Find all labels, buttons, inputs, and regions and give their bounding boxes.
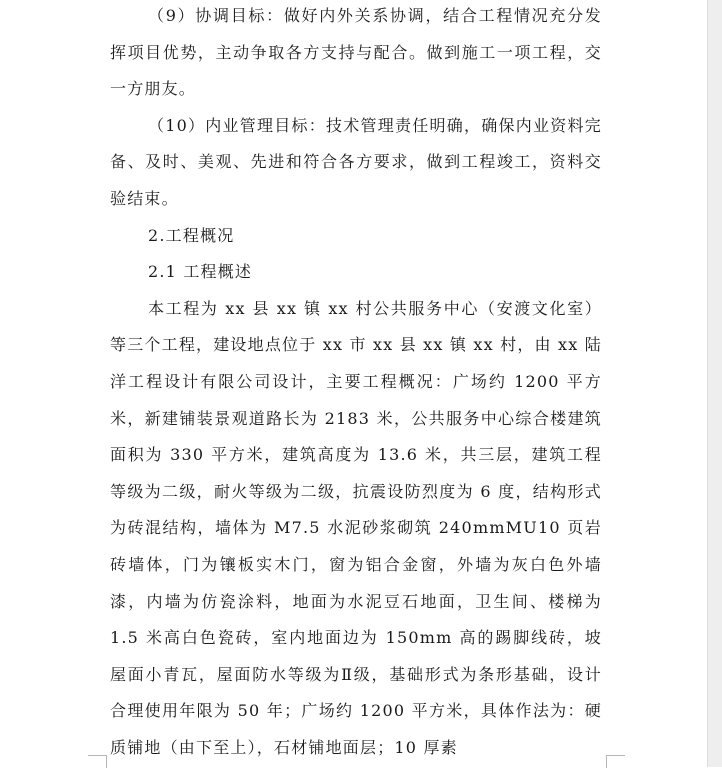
paragraph-internal-management-goal: （10）内业管理目标：技术管理责任明确，确保内业资料完备、及时、美观、先进和符合各方要求，做到工程竣工，资料交验结束。 (110, 115, 602, 208)
margin-corner-mark-right (606, 755, 625, 768)
paragraph-project-summary: 本工程为 xx 县 xx 镇 xx 村公共服务中心（安渡文化室）等三个工程，建设地点位于 xx 市 xx 县 xx 镇 xx 村，由 xx 陆洋工程设计有限公司设计，主要工程概况：广场约 1200 平方米，新建铺装景观道路长为 2183 米，公共服务中心综合楼建筑面积为 330 平方米，建筑高度为 13.6 米，共三层，建筑工程等级为二级，耐火等级为二级，抗震设防烈度为 6 度，结构形式为砖混结构，墙体为 M7.5 水泥砂浆砌筑 240mmMU10 页岩砖墙体，门为镶板实木门，窗为铝合金窗，外墙为灰白色外墙漆，内墙为仿瓷涂料，地面为水泥豆石地面，卫生间、楼梯为 1.5 米高白色瓷砖，室内地面边为 150mm 高的踢脚线砖，坡屋面小青瓦，屋面防水等级为Ⅱ级，基础形式为条形基础，设计合理使用年限为 50 年；广场约 1200 平方米，具体作法为：硬质铺地（由下至上），石材铺地面层；10 厚素 (110, 298, 602, 757)
subsection-heading-project-summary: 2.1 工程概述 (148, 262, 253, 282)
paragraph-coordination-goal: （9）协调目标：做好内外关系协调，结合工程情况充分发挥项目优势，主动争取各方支持与配合。做到施工一项工程，交一方朋友。 (110, 6, 602, 99)
margin-corner-mark-left (88, 755, 107, 768)
document-body (110, 0, 602, 766)
page-edge (707, 0, 722, 767)
section-heading-project-overview: 2.工程概况 (148, 225, 235, 245)
